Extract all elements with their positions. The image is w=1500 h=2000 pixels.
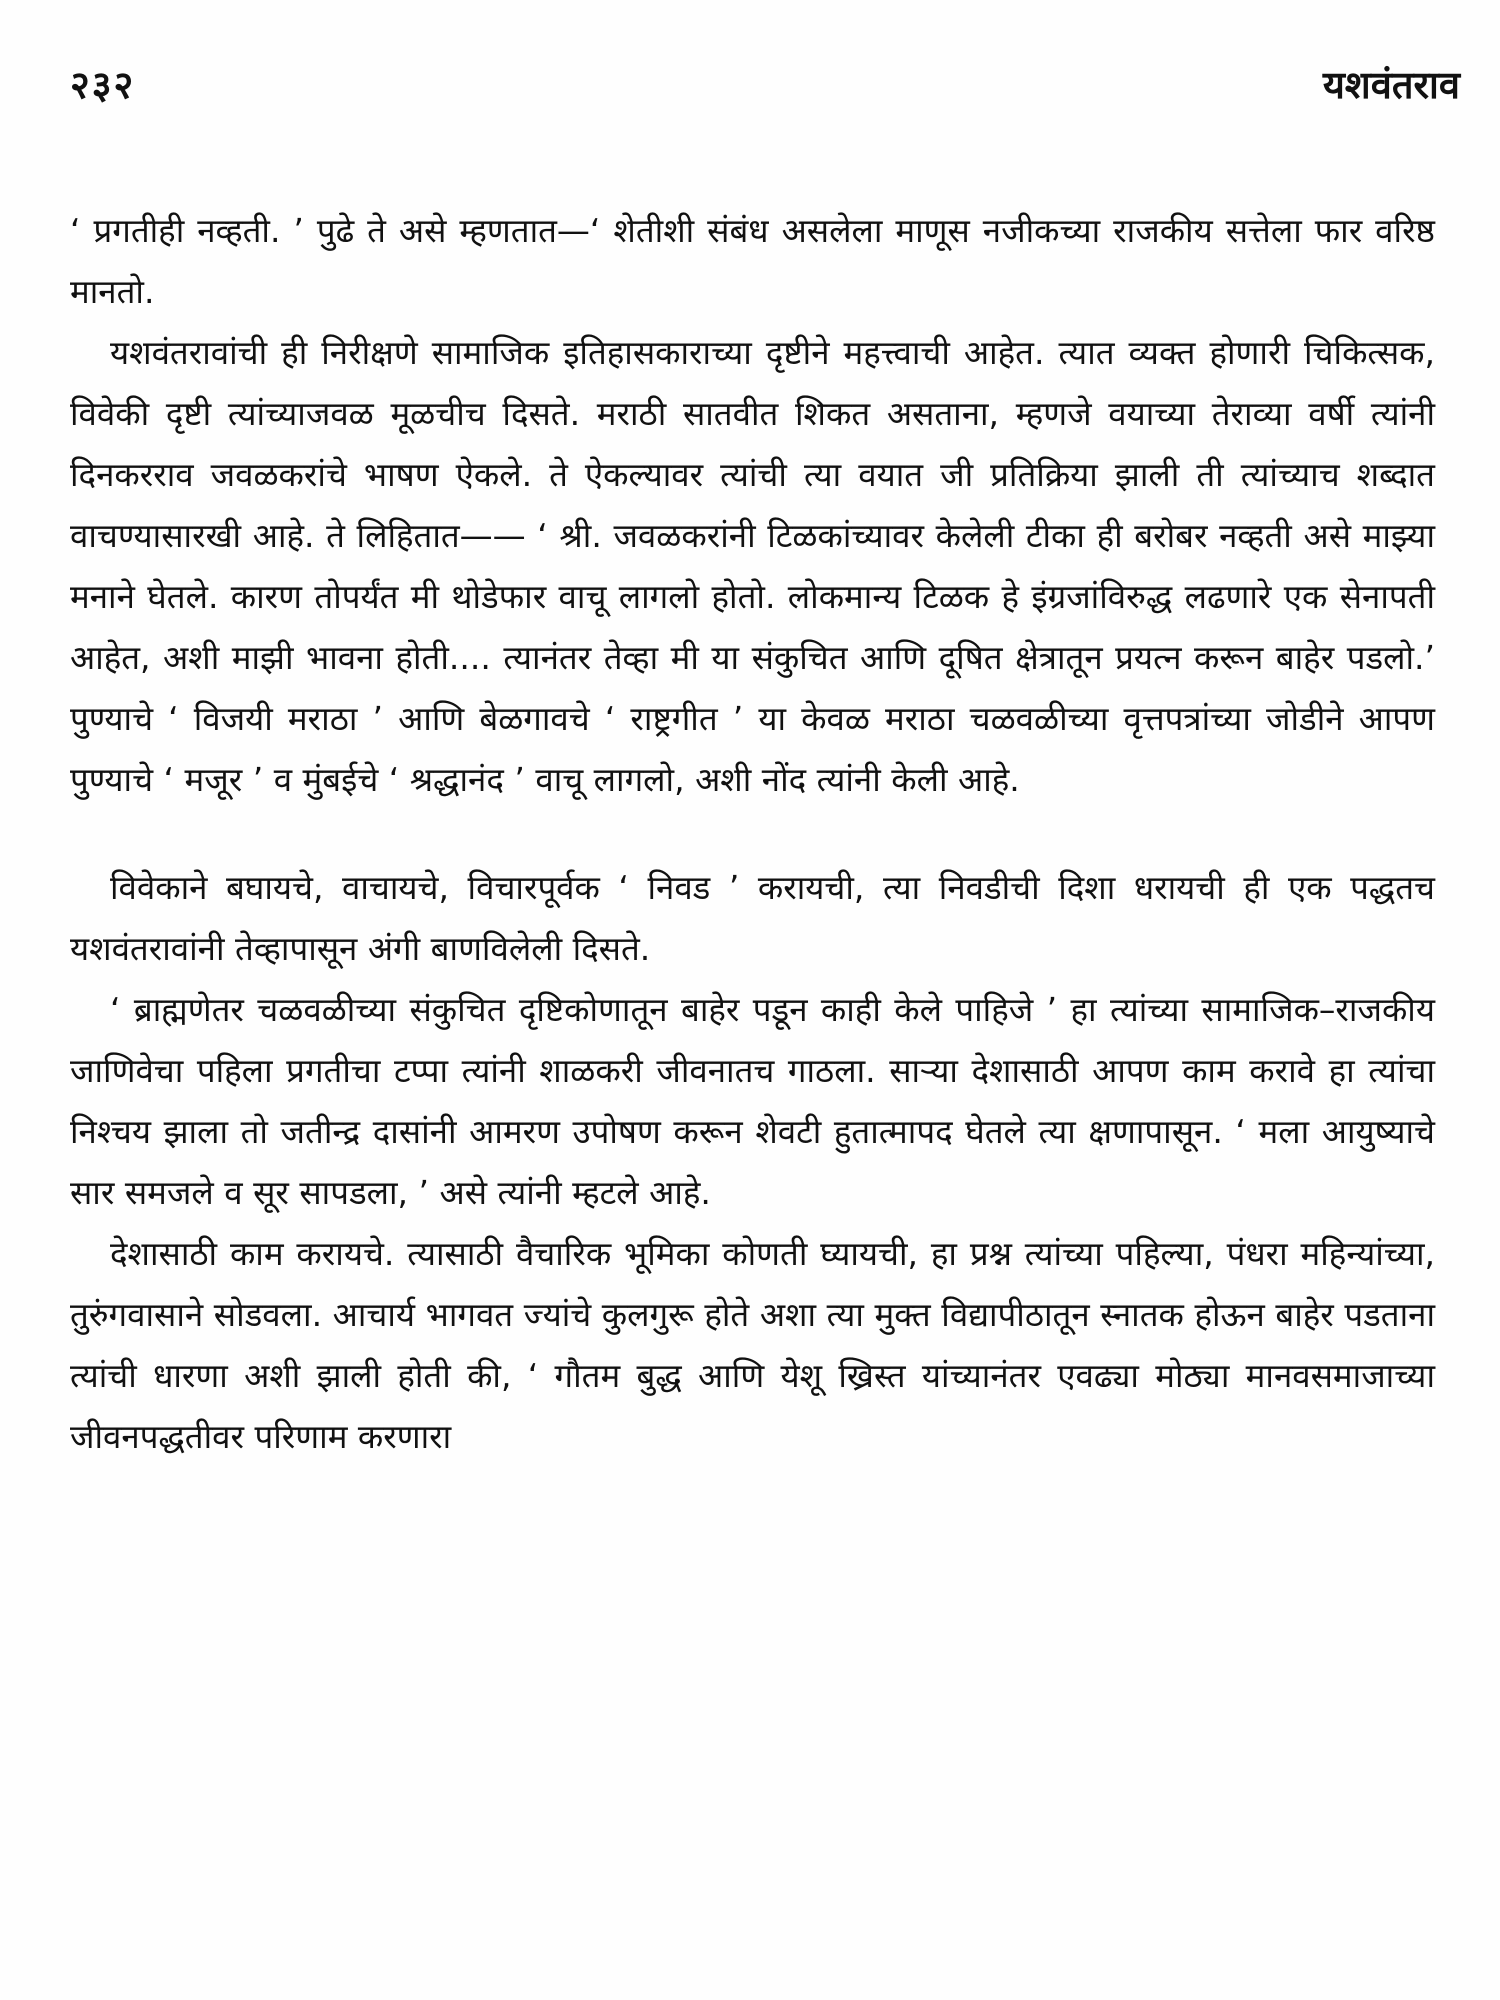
paragraph-1: ‘ प्रगतीही नव्हती. ’ पुढे ते असे म्हणतात—‘ शेतीशी संबंध असलेला माणूस नजीकच्या राजकीय सत्तेला फार वरिष्ठ मानतो. xyxy=(70,211,1435,311)
paragraph-3: विवेकाने बघायचे, वाचायचे, विचारपूर्वक ‘ निवड ’ करायची, त्या निवडीची दिशा धरायची ही एक पद्धतच यशवंतरावांनी तेव्हापासून अंगी बाणविलेली दिसते. xyxy=(70,868,1435,968)
page-number: २३२ xyxy=(70,63,136,107)
paragraph-4: ‘ ब्राह्मणेतर चळवळीच्या संकुचित दृष्टिकोणातून बाहेर पडून काही केले पाहिजे ’ हा त्यांच्या सामाजिक–राजकीय जाणिवेचा पहिला प्रगतीचा टप्पा त्यांनी शाळकरी जीवनातच गाठला. साऱ्या देशासाठी आपण काम करावे हा त्यांचा निश्चय झाला तो जतीन्द्र दासांनी आमरण उपोषण करून शेवटी हुतात्मापद घेतले त्या क्षणापासून. ‘ मला आयुष्याचे सार समजले व सूर सापडला, ’ असे त्यांनी म्हटले आहे. xyxy=(70,990,1435,1212)
paragraph-2: यशवंतरावांची ही निरीक्षणे सामाजिक इतिहासकाराच्या दृष्टीने महत्त्वाची आहेत. त्यात व्यक्त होणारी चिकित्सक, विवेकी दृष्टी त्यांच्याजवळ मूळचीच दिसते. मराठी सातवीत शिकत असताना, म्हणजे वयाच्या तेराव्या वर्षी त्यांनी दिनकरराव जवळकरांचे भाषण ऐकले. ते ऐकल्यावर त्यांची त्या वयात जी प्रतिक्रिया झाली ती त्यांच्याच शब्दात वाचण्यासारखी आहे. ते लिहितात—— ‘ श्री. जवळकरांनी टिळकांच्यावर केलेली टीका ही बरोबर नव्हती असे माझ्या मनाने घेतले. कारण तोपर्यंत मी थोडेफार वाचू लागलो होतो. लोकमान्य टिळक हे इंग्रजांविरुद्ध लढणारे एक सेनापती आहेत, अशी माझी भावना होती.... त्यानंतर तेव्हा मी या संकुचित आणि दूषित क्षेत्रातून प्रयत्न करून बाहेर पडलो.’ पुण्याचे ‘ विजयी मराठा ’ आणि बेळगावचे ‘ राष्ट्रगीत ’ या केवळ मराठा चळवळीच्या वृत्तपत्रांच्या जोडीने आपण पुण्याचे ‘ मजूर ’ व मुंबईचे ‘ श्रद्धानंद ’ वाचू लागलो, अशी नोंद त्यांनी केली आहे. xyxy=(70,333,1435,799)
body-text xyxy=(70,200,1435,1467)
paragraph-5: देशासाठी काम करायचे. त्यासाठी वैचारिक भूमिका कोणती घ्यायची, हा प्रश्न त्यांच्या पहिल्या, पंधरा महिन्यांच्या, तुरुंगवासाने सोडवला. आचार्य भागवत ज्यांचे कुलगुरू होते अशा त्या मुक्त विद्यापीठातून स्नातक होऊन बाहेर पडताना त्यांची धारणा अशी झाली होती की, ‘ गौतम बुद्ध आणि येशू ख्रिस्त यांच्यानंतर एवढ्या मोठ्या मानवसमाजाच्या जीवनपद्धतीवर परिणाम करणारा xyxy=(70,1234,1435,1456)
running-title: यशवंतराव xyxy=(1322,63,1460,107)
page-header xyxy=(70,58,1460,118)
